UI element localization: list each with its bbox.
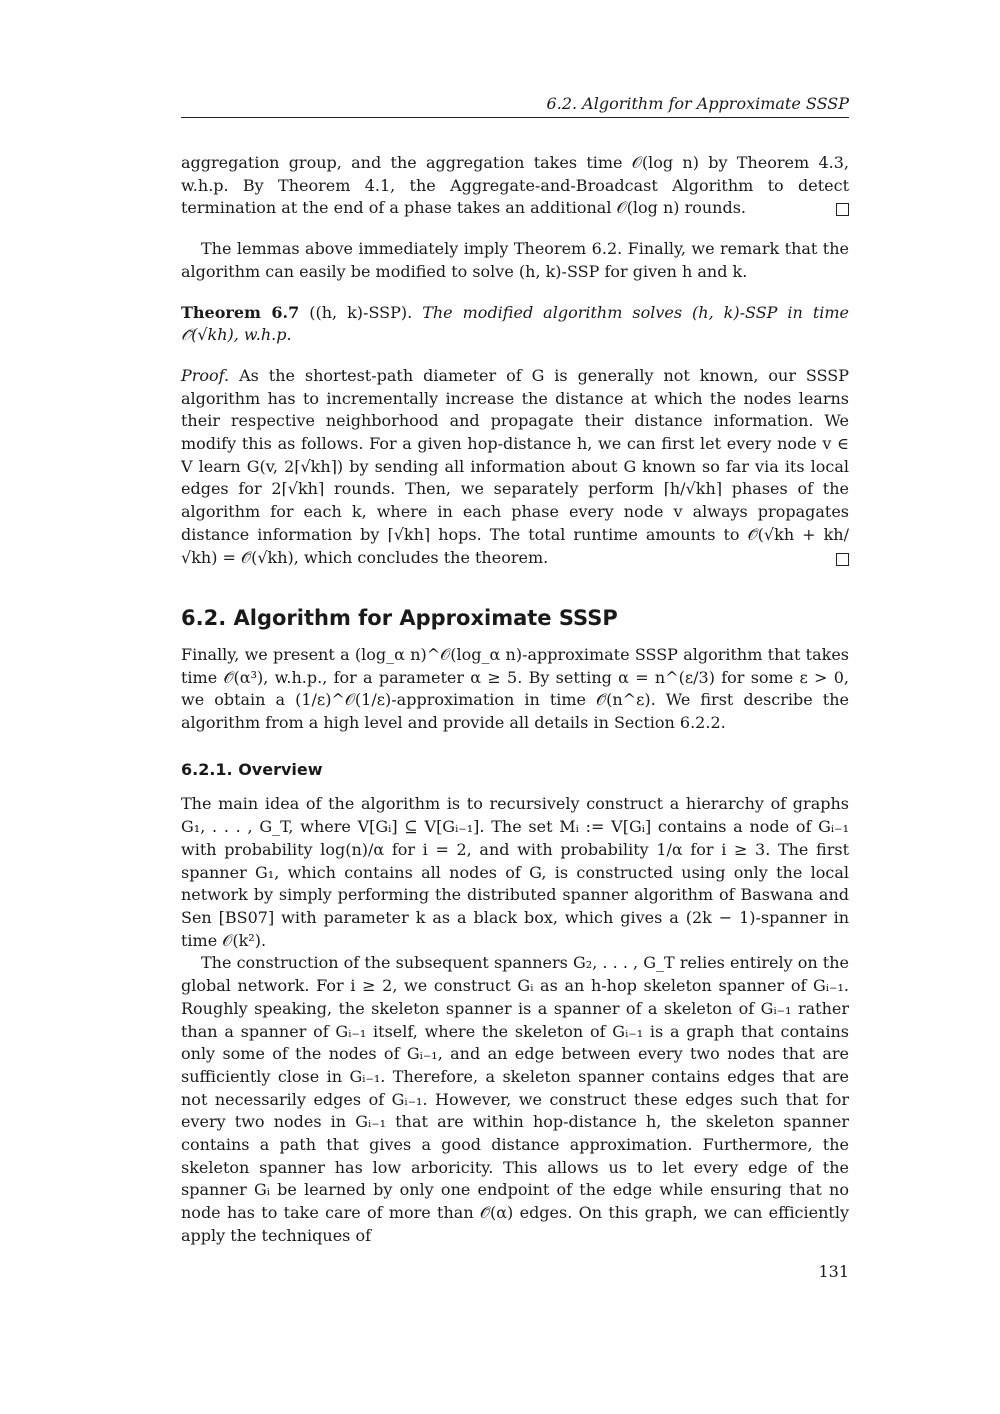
running-header: 6.2. Algorithm for Approximate SSSP <box>546 94 849 113</box>
header-rule <box>181 117 849 118</box>
qed-symbol <box>836 203 849 216</box>
proof-block <box>181 365 849 569</box>
page-content <box>181 152 849 1248</box>
subsection-heading: 6.2.1. Overview <box>181 759 323 779</box>
paragraph-continuation: aggregation group, and the aggregation takes time 𝒪(log n) by Theorem 4.3, w.h.p. By Theorem 4.1, the Aggregate-and-Broadcast Algorithm to detect termination at the end of a phase takes an additional 𝒪(log n) rounds. <box>181 153 849 218</box>
theorem-label: Theorem 6.7 <box>181 302 300 322</box>
page-number: 131 <box>818 1262 849 1281</box>
proof-label: Proof. <box>181 365 230 385</box>
overview-paragraph-2: The construction of the subsequent spanners G₂, . . . , G_T relies entirely on the global network. For i ≥ 2, we construct Gᵢ as an h-hop skeleton spanner of Gᵢ₋₁. Roughly speaking, the skeleton spanner is a spanner of a skeleton of Gᵢ₋₁ rather than a spanner of Gᵢ₋₁ itself, where the skeleton of Gᵢ₋₁ is a graph that contains only some of the nodes of Gᵢ₋₁, and an edge between every two nodes that are sufficiently close in Gᵢ₋₁. Therefore, a skeleton spanner contains edges that are not necessarily edges of Gᵢ₋₁. However, we construct these edges such that for every two nodes in Gᵢ₋₁ that are within hop-distance h, the skeleton spanner contains a path that gives a good distance approximation. Furthermore, the skeleton spanner has low arboricity. This allows us to let every edge of the spanner Gᵢ be learned by only one endpoint of the edge while ensuring that no node has to take care of more than 𝒪̃(α) edges. On this graph, we can efficiently apply the techniques of <box>181 953 849 1245</box>
section-heading: 6.2. Algorithm for Approximate SSSP <box>181 606 618 631</box>
proof-text: As the shortest-path diameter of G is generally not known, our SSSP algorithm has to incrementally increase the distance at which the nodes learns their respective neighborhood and propagate their distance information. We modify this as follows. For a given hop-distance h, we can first let every node v ∈ V learn G(v, 2⌈√kh⌉) by sending all information about G known so far via its local edges for 2⌈√kh⌉ rounds. Then, we separately perform ⌈h/√kh⌉ phases of the algorithm for each k, where in each phase every node v always propagates distance information by ⌈√kh⌉ hops. The total runtime amounts to 𝒪̃(√kh + kh/√kh) = 𝒪̃(√kh), which concludes the theorem. <box>181 365 849 567</box>
theorem-statement: The modified algorithm solves (h, k)-SSP in time 𝒪̃(√kh), w.h.p. <box>181 302 850 345</box>
overview-paragraph-1: The main idea of the algorithm is to recursively construct a hierarchy of graphs G₁, . . . , G_T, where V[Gᵢ] ⊆ V[Gᵢ₋₁]. The set Mᵢ := V[Gᵢ] contains a node of Gᵢ₋₁ with probability log(n)/α for i = 2, and with probability 1/α for i ≥ 3. The first spanner G₁, which contains all nodes of G, is constructed using only the local network by simply performing the distributed spanner algorithm of Baswana and Sen [BS07] with parameter k as a black box, which gives a (2k − 1)-spanner in time 𝒪(k²). <box>181 794 849 950</box>
qed-symbol <box>836 553 849 566</box>
section-intro: Finally, we present a (log_α n)^𝒪(log_α n)-approximate SSSP algorithm that takes time 𝒪̃(α³), w.h.p., for a parameter α ≥ 5. By setting α = n^(ε/3) for some ε > 0, we obtain a (1/ε)^𝒪(1/ε)-approximation in time 𝒪̃(n^ε). We first describe the algorithm from a high level and provide all details in Section 6.2.2. <box>181 644 849 733</box>
theorem-6-7 <box>181 302 849 347</box>
theorem-name: ((h, k)-SSP). <box>309 302 413 322</box>
paragraph-lemmas: The lemmas above immediately imply Theorem 6.2. Finally, we remark that the algorithm can easily be modified to solve (h, k)-SSP for given h and k. <box>181 239 849 281</box>
